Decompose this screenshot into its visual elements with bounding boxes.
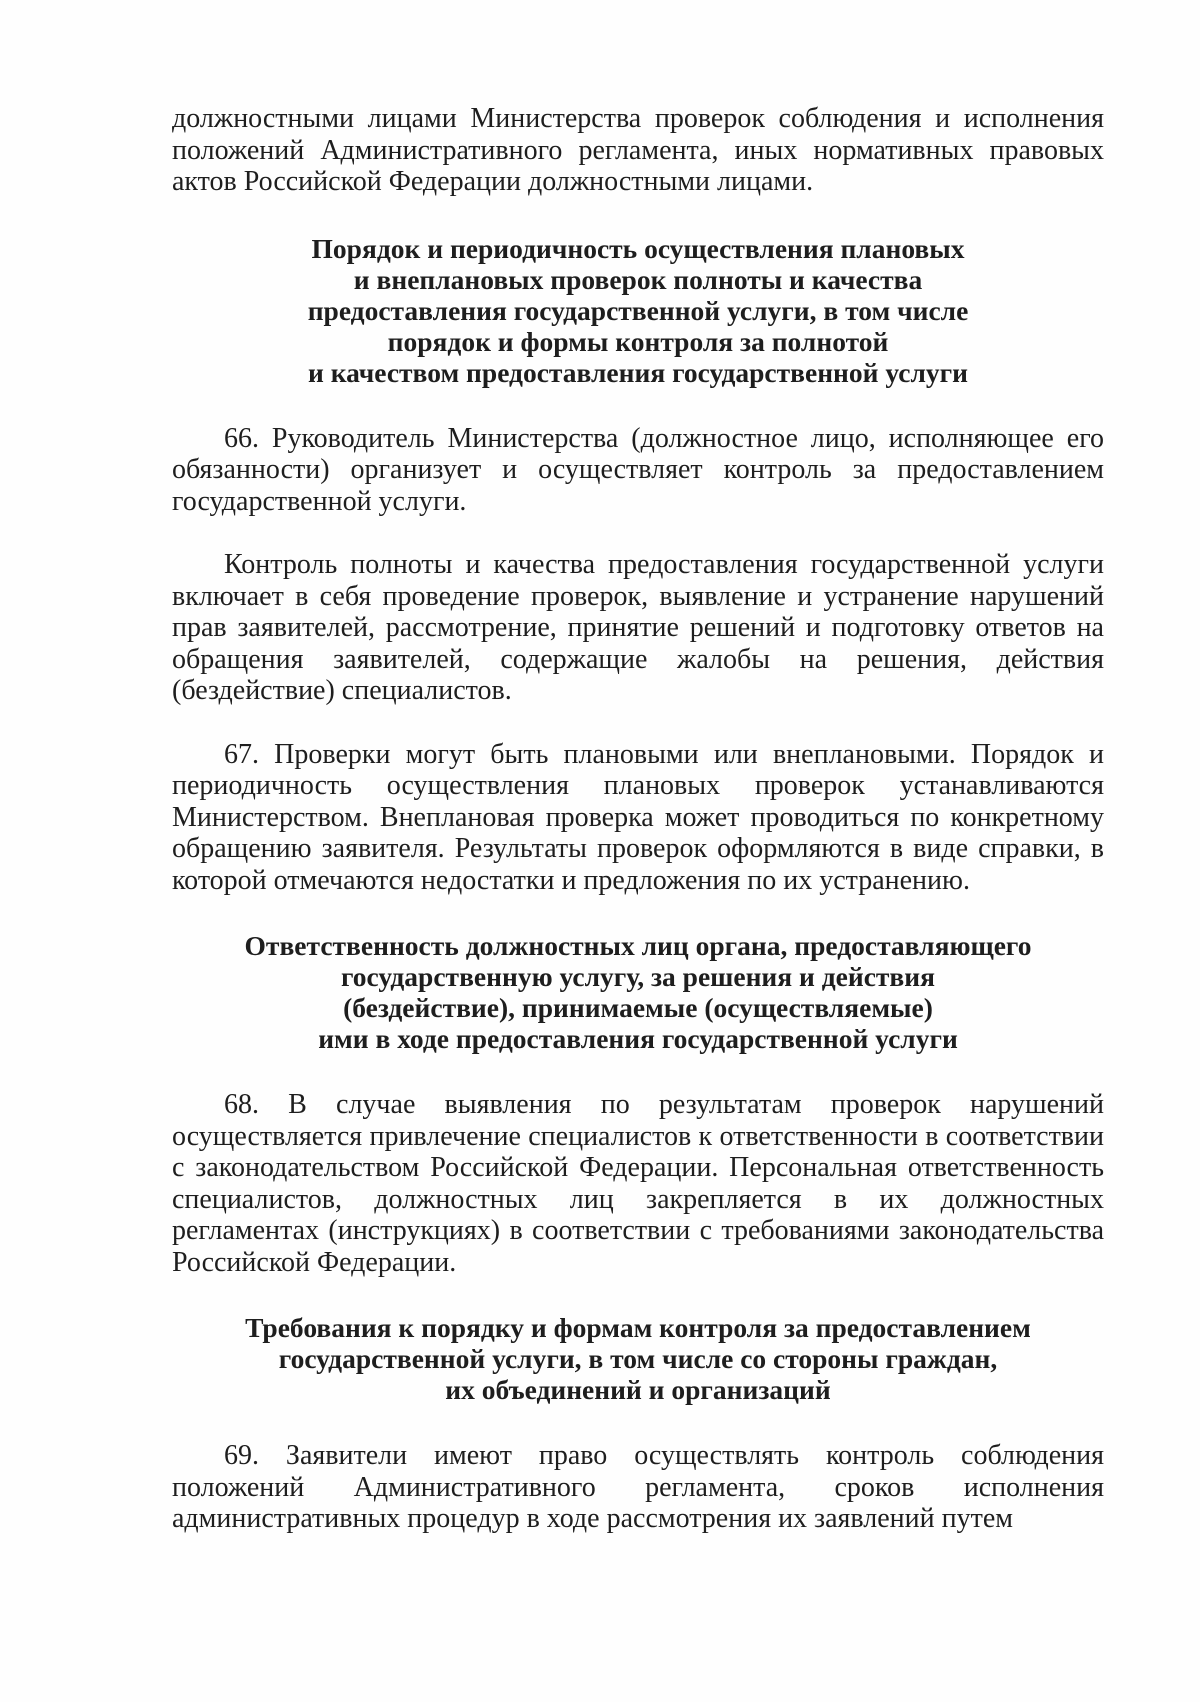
spacer (172, 707, 1104, 739)
heading-line: порядок и формы контроля за полнотой (387, 325, 889, 357)
heading-line: ими в ходе предоставления государственной услуги (318, 1023, 958, 1054)
heading-line: (бездействие), принимаемые (осуществляемые) (343, 992, 933, 1023)
heading-line: предоставления государственной услуги, в том числе (307, 294, 969, 326)
section-heading-inspections (172, 233, 1104, 388)
heading-line: Ответственность должностных лиц органа, предоставляющего (244, 930, 1032, 961)
spacer (172, 517, 1104, 549)
paragraph-66-control: Контроль полноты и качества предоставления государственной услуги включает в себя проведение проверок, выявление и устранение нарушений прав заявителей, рассмотрение, принятие решений и подготовку ответов на обращения заявителей, содержащие жалобы на решения, действия (бездействие) специалистов. (172, 549, 1104, 706)
paragraph-67: 67. Проверки могут быть плановыми или внеплановыми. Порядок и периодичность осуществления плановых проверок устанавливаются Министерством. Внеплановая проверка может проводиться по конкретному обращению заявителя. Результаты проверок оформляются в виде справки, в которой отмечаются недостатки и предложения по их устранению. (172, 738, 1104, 896)
heading-line: Порядок и периодичность осуществления плановых (311, 232, 965, 264)
section-heading-control-requirements (172, 1312, 1104, 1405)
heading-line: их объединений и организаций (445, 1374, 831, 1405)
intro-paragraph: должностными лицами Министерства проверок соблюдения и исполнения положений Административного регламента, иных нормативных правовых актов Российской Федерации должностными лицами. (172, 103, 1104, 197)
spacer (172, 198, 1104, 233)
section-heading-responsibility (172, 930, 1104, 1054)
paragraph-69: 69. Заявители имеют право осуществлять контроль соблюдения положений Административного регламента, сроков исполнения административных процедур в ходе рассмотрения их заявлений путем (172, 1440, 1104, 1534)
document-body (172, 103, 1104, 1535)
paragraph-66: 66. Руководитель Министерства (должностное лицо, исполняющее его обязанности) организует и осуществляет контроль за предоставлением государственной услуги. (172, 422, 1104, 517)
paragraph-68: 68. В случае выявления по результатам проверок нарушений осуществляется привлечение специалистов к ответственности в соответствии с законодательством Российской Федерации. Персональная ответственность специалистов, должностных лиц закрепляется в их должностных регламентах (инструкциях) в соответствии с требованиями законодательства Российской Федерации. (172, 1089, 1104, 1278)
heading-line: и качеством предоставления государственной услуги (308, 356, 968, 388)
spacer (172, 388, 1104, 423)
spacer (172, 1054, 1104, 1089)
heading-line: государственную услугу, за решения и действия (340, 961, 935, 992)
heading-line: государственной услуги, в том числе со стороны граждан, (278, 1343, 998, 1374)
heading-line: и внеплановых проверок полноты и качества (353, 263, 923, 295)
spacer (172, 896, 1104, 930)
spacer (172, 1278, 1104, 1312)
spacer (172, 1405, 1104, 1440)
heading-line: Требования к порядку и формам контроля за предоставлением (245, 1312, 1031, 1343)
